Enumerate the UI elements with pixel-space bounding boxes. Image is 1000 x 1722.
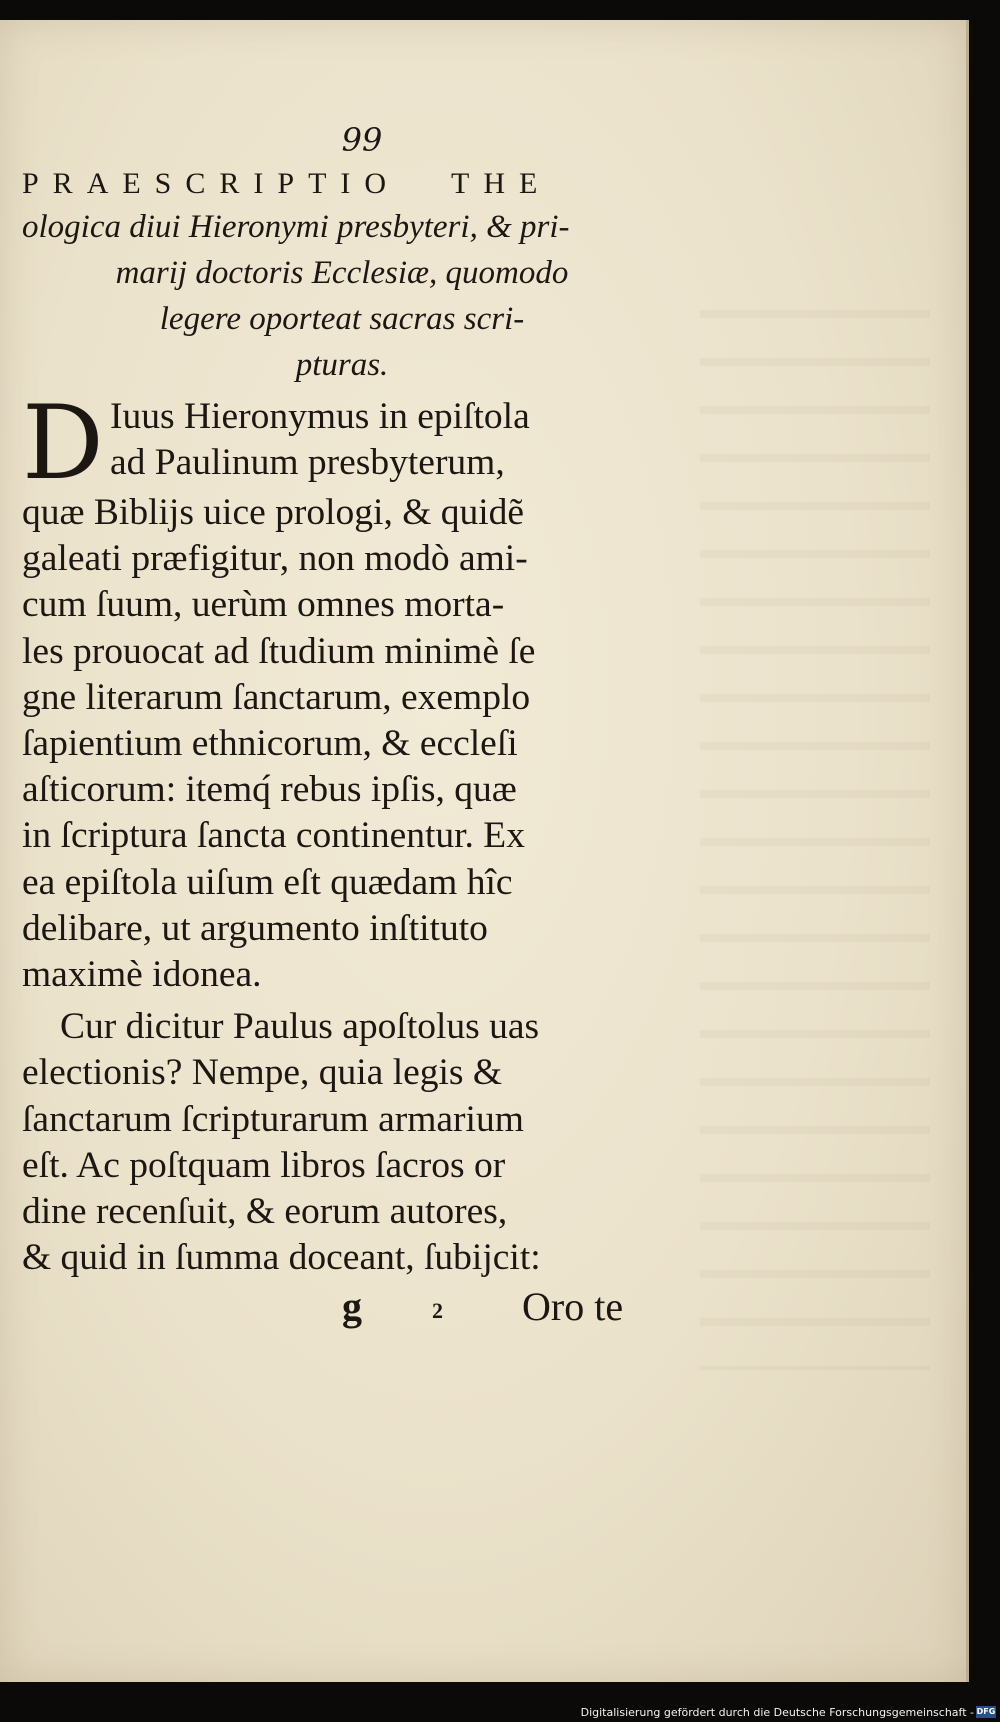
text-line: & quid in ſumma doceant, ſubijcit: — [22, 1237, 541, 1279]
text-line: maximè idonea. — [22, 954, 262, 996]
second-paragraph — [22, 1004, 662, 1281]
dfg-logo-icon: DFG — [976, 1707, 996, 1716]
text-line: delibare, ut argumento inſtituto — [22, 907, 488, 949]
text-line: electionis? Nempe, quia legis & — [22, 1052, 503, 1094]
book-page — [0, 20, 969, 1682]
text-line: les prouocat ad ſtudium minimè ſe — [22, 630, 536, 672]
text-line: in ſcriptura ſancta continentur. Ex — [22, 815, 525, 857]
text-line: ea epiſtola uiſum eſt quædam hîc — [22, 861, 513, 903]
text-line: Iuus Hieronymus in epiſtola — [110, 396, 530, 437]
text-line: ad Paulinum presbyterum, — [110, 442, 505, 484]
first-paragraph — [22, 384, 662, 998]
signature-line — [22, 1283, 662, 1335]
title-italic-line-2: marij doctoris Ecclesiæ, quomodo — [115, 255, 569, 291]
text-line: ſapientium ethnicorum, & eccleſi — [22, 723, 518, 765]
text-line: aſticorum: itemq́ rebus ipſis, quæ — [22, 769, 517, 811]
title-italic-line-4: pturas. — [295, 347, 389, 383]
text-line: galeati præfigitur, non modò ami- — [22, 538, 528, 580]
drop-cap: D — [22, 384, 104, 503]
title-caps-line: PRAESCRIPTIO THE — [22, 167, 552, 200]
text-line: ſanctarum ſcripturarum armarium — [22, 1098, 524, 1140]
bleed-through-shadow — [700, 270, 930, 1370]
signature-number: 2 — [432, 1298, 443, 1324]
catchword: Oro te — [522, 1284, 624, 1330]
page-text — [22, 120, 662, 1335]
title-italic-line-1: ologica diui Hieronymi presbyteri, & pri- — [22, 209, 570, 245]
text-line: gne literarum ſanctarum, exemplo — [22, 676, 531, 718]
signature-mark: g — [342, 1284, 362, 1330]
page-number: 99 — [341, 121, 383, 159]
text-line: cum ſuum, uerùm omnes morta- — [22, 584, 505, 626]
text-line: Cur dicitur Paulus apoſtolus uas — [60, 1006, 540, 1048]
text-line: quæ Biblijs uice prologi, & quidẽ — [22, 492, 525, 533]
title-italic-line-3: legere oporteat sacras scri- — [159, 301, 525, 337]
text-line: dine recenſuit, & eorum autores, — [22, 1191, 508, 1233]
text-line: eſt. Ac poſtquam libros ſacros or — [22, 1144, 506, 1186]
digitization-credit: Digitalisierung gefördert durch die Deutsche Forschungsgemeinschaft - — [580, 1706, 974, 1719]
